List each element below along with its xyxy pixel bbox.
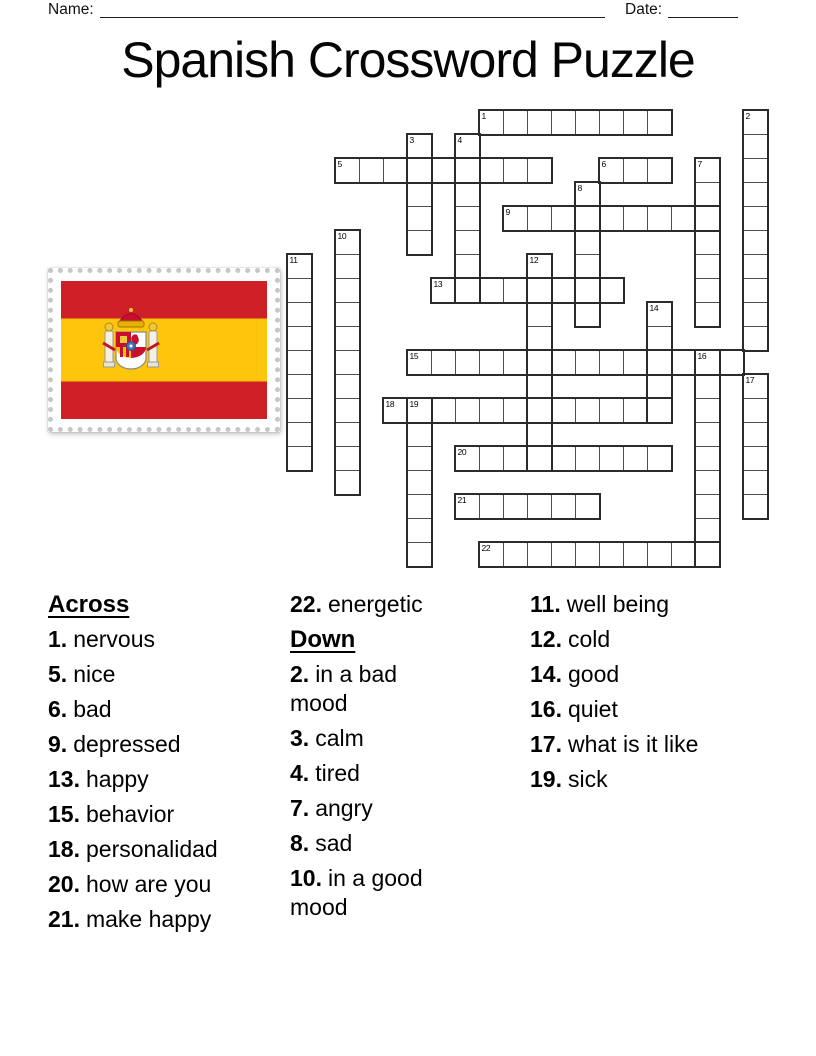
grid-cell[interactable] — [647, 206, 672, 231]
spain-flag — [61, 281, 267, 419]
grid-cell[interactable] — [479, 398, 504, 423]
grid-cell[interactable] — [527, 326, 552, 351]
grid-cell[interactable] — [407, 470, 432, 495]
grid-cell[interactable] — [551, 398, 576, 423]
grid-cell[interactable] — [671, 350, 696, 375]
date-input-line[interactable] — [668, 0, 738, 18]
clue-number: 17. — [530, 731, 562, 757]
grid-cell[interactable] — [743, 494, 768, 519]
grid-cell[interactable] — [671, 542, 696, 567]
clue-text: cold — [567, 626, 611, 652]
clue-number: 18. — [48, 836, 80, 862]
clue-item — [48, 870, 276, 899]
grid-cell[interactable] — [479, 350, 504, 375]
grid-cell[interactable] — [647, 350, 672, 375]
grid-number: 1 — [481, 111, 486, 121]
clue-item — [48, 625, 276, 654]
grid-cell[interactable] — [407, 206, 432, 231]
clue-text: well being — [566, 591, 670, 617]
grid-cell[interactable] — [695, 206, 720, 231]
grid-cell[interactable] — [599, 398, 624, 423]
grid-number: 15 — [409, 351, 419, 361]
grid-cell[interactable] — [455, 398, 480, 423]
grid-cell[interactable] — [287, 350, 312, 375]
grid-cell[interactable] — [407, 182, 432, 207]
grid-cell[interactable] — [287, 302, 312, 327]
grid-cell[interactable] — [695, 470, 720, 495]
clue-text: in a good mood — [290, 865, 423, 920]
grid-cell[interactable] — [743, 278, 768, 303]
grid-cell[interactable] — [743, 206, 768, 231]
clue-number: 13. — [48, 766, 80, 792]
grid-cell[interactable] — [743, 158, 768, 183]
clue-number: 3. — [290, 725, 310, 751]
clue-item — [290, 794, 460, 823]
clue-number: 9. — [48, 731, 68, 757]
grid-cell[interactable] — [623, 542, 648, 567]
grid-cell[interactable] — [503, 398, 528, 423]
clue-text: nice — [73, 661, 116, 687]
grid-cell[interactable] — [287, 278, 312, 303]
grid-cell[interactable] — [407, 422, 432, 447]
clue-text: good — [567, 661, 620, 687]
grid-number: 8 — [577, 183, 582, 193]
grid-cell[interactable] — [551, 446, 576, 471]
grid-cell[interactable] — [575, 446, 600, 471]
grid-cell[interactable] — [503, 350, 528, 375]
grid-cell[interactable] — [575, 254, 600, 279]
name-input-line[interactable] — [100, 0, 605, 18]
grid-cell[interactable] — [527, 158, 552, 183]
clue-number: 19. — [530, 766, 562, 792]
grid-cell[interactable] — [575, 302, 600, 327]
grid-cell[interactable] — [527, 302, 552, 327]
grid-cell[interactable] — [695, 398, 720, 423]
clue-text: bad — [73, 696, 112, 722]
clue-item — [290, 724, 460, 753]
grid-cell[interactable] — [335, 374, 360, 399]
clue-text: personalidad — [85, 836, 218, 862]
clue-item — [530, 660, 718, 689]
clues-column-2 — [290, 590, 460, 928]
grid-cell[interactable] — [695, 230, 720, 255]
grid-cell[interactable] — [623, 350, 648, 375]
grid-cell[interactable] — [503, 278, 528, 303]
clue-number: 16. — [530, 696, 562, 722]
grid-cell[interactable] — [647, 542, 672, 567]
grid-number: 22 — [481, 543, 491, 553]
grid-number: 2 — [745, 111, 750, 121]
grid-cell[interactable] — [431, 350, 456, 375]
grid-cell[interactable] — [695, 422, 720, 447]
grid-number: 10 — [337, 231, 347, 241]
grid-cell[interactable] — [527, 206, 552, 231]
clue-item — [290, 590, 460, 619]
grid-cell[interactable] — [551, 350, 576, 375]
clue-item — [290, 864, 460, 922]
grid-cell[interactable] — [551, 110, 576, 135]
grid-cell[interactable] — [551, 494, 576, 519]
grid-cell[interactable] — [479, 494, 504, 519]
grid-number: 16 — [697, 351, 707, 361]
clues-heading-across: Across — [48, 591, 130, 618]
grid-cell[interactable] — [743, 422, 768, 447]
grid-cell[interactable] — [647, 326, 672, 351]
grid-cell[interactable] — [503, 542, 528, 567]
grid-cell[interactable] — [599, 542, 624, 567]
grid-cell[interactable] — [407, 542, 432, 567]
grid-cell[interactable] — [599, 206, 624, 231]
grid-cell[interactable] — [287, 422, 312, 447]
grid-cell[interactable] — [743, 470, 768, 495]
grid-cell[interactable] — [503, 110, 528, 135]
clue-number: 21. — [48, 906, 80, 932]
clue-item — [48, 835, 276, 864]
spain-flag-stamp — [48, 268, 280, 432]
grid-cell[interactable] — [407, 230, 432, 255]
grid-number: 12 — [529, 255, 539, 265]
clue-number: 7. — [290, 795, 310, 821]
grid-cell[interactable] — [695, 374, 720, 399]
date-label: Date: — [625, 1, 663, 18]
clue-text: make happy — [85, 906, 212, 932]
clue-number: 22. — [290, 591, 322, 617]
grid-cell[interactable] — [527, 374, 552, 399]
grid-number: 19 — [409, 399, 419, 409]
clue-text: sad — [315, 830, 353, 856]
grid-cell[interactable] — [407, 158, 432, 183]
grid-number: 4 — [457, 135, 462, 145]
clue-item — [530, 625, 718, 654]
name-label: Name: — [48, 1, 94, 18]
grid-cell[interactable] — [647, 110, 672, 135]
clue-item — [48, 800, 276, 829]
clue-number: 20. — [48, 871, 80, 897]
grid-number: 20 — [457, 447, 467, 457]
grid-cell[interactable] — [671, 206, 696, 231]
grid-cell[interactable] — [455, 182, 480, 207]
grid-cell[interactable] — [335, 278, 360, 303]
grid-cell[interactable] — [647, 398, 672, 423]
clues-column-1 — [48, 590, 276, 940]
clue-number: 8. — [290, 830, 310, 856]
clue-item — [48, 660, 276, 689]
grid-cell[interactable] — [575, 110, 600, 135]
clue-text: depressed — [73, 731, 181, 757]
grid-cell[interactable] — [599, 350, 624, 375]
clue-number: 11. — [530, 591, 561, 617]
grid-number: 6 — [601, 159, 606, 169]
grid-number: 18 — [385, 399, 395, 409]
grid-cell[interactable] — [647, 374, 672, 399]
clues-heading-down: Down — [290, 626, 356, 653]
clue-item — [48, 765, 276, 794]
grid-cell[interactable] — [287, 398, 312, 423]
grid-cell[interactable] — [503, 158, 528, 183]
grid-cell[interactable] — [623, 158, 648, 183]
grid-cell[interactable] — [647, 446, 672, 471]
clue-item — [48, 730, 276, 759]
grid-cell[interactable] — [455, 158, 480, 183]
grid-cell[interactable] — [695, 542, 720, 567]
grid-number: 11 — [289, 255, 298, 265]
grid-cell[interactable] — [623, 110, 648, 135]
grid-cell[interactable] — [335, 326, 360, 351]
grid-cell[interactable] — [335, 446, 360, 471]
clue-text: nervous — [73, 626, 156, 652]
clue-item — [530, 765, 718, 794]
grid-cell[interactable] — [455, 230, 480, 255]
clue-item — [48, 695, 276, 724]
grid-cell[interactable] — [599, 110, 624, 135]
grid-cell[interactable] — [575, 230, 600, 255]
clue-number: 12. — [530, 626, 562, 652]
grid-cell[interactable] — [743, 446, 768, 471]
grid-cell[interactable] — [743, 230, 768, 255]
clue-number: 4. — [290, 760, 310, 786]
grid-number: 5 — [337, 159, 342, 169]
grid-cell[interactable] — [527, 446, 552, 471]
clue-number: 6. — [48, 696, 68, 722]
clue-item — [530, 590, 718, 619]
grid-cell[interactable] — [695, 518, 720, 543]
clue-item — [290, 660, 460, 718]
grid-cell[interactable] — [527, 278, 552, 303]
grid-number: 9 — [505, 207, 510, 217]
grid-cell[interactable] — [599, 446, 624, 471]
clue-text: sick — [567, 766, 608, 792]
grid-cell[interactable] — [695, 182, 720, 207]
grid-cell[interactable] — [407, 446, 432, 471]
grid-cell[interactable] — [695, 446, 720, 471]
grid-cell[interactable] — [695, 254, 720, 279]
grid-cell[interactable] — [743, 398, 768, 423]
grid-cell[interactable] — [335, 302, 360, 327]
clue-text: behavior — [85, 801, 175, 827]
grid-cell[interactable] — [695, 302, 720, 327]
grid-cell[interactable] — [575, 398, 600, 423]
grid-number: 3 — [409, 135, 414, 145]
clue-number: 10. — [290, 865, 322, 891]
grid-cell[interactable] — [287, 326, 312, 351]
grid-cell[interactable] — [647, 158, 672, 183]
grid-cell[interactable] — [455, 254, 480, 279]
grid-cell[interactable] — [335, 470, 360, 495]
grid-cell[interactable] — [743, 302, 768, 327]
clue-number: 2. — [290, 661, 310, 687]
clue-item — [530, 695, 718, 724]
clue-number: 5. — [48, 661, 68, 687]
grid-cell[interactable] — [551, 542, 576, 567]
grid-cell[interactable] — [743, 182, 768, 207]
grid-cell[interactable] — [407, 494, 432, 519]
clue-number: 1. — [48, 626, 68, 652]
grid-cell[interactable] — [431, 158, 456, 183]
grid-cell[interactable] — [527, 422, 552, 447]
clue-text: quiet — [567, 696, 618, 722]
grid-cell[interactable] — [359, 158, 384, 183]
grid-cell[interactable] — [455, 278, 480, 303]
clue-item — [530, 730, 718, 759]
grid-cell[interactable] — [527, 350, 552, 375]
clue-item — [48, 905, 276, 934]
page-title: Spanish Crossword Puzzle — [121, 32, 695, 88]
clue-text: angry — [315, 795, 373, 821]
grid-cell[interactable] — [575, 278, 600, 303]
spain-coat-of-arms-icon — [102, 307, 160, 393]
grid-cell[interactable] — [455, 350, 480, 375]
clue-text: happy — [85, 766, 149, 792]
grid-cell[interactable] — [551, 278, 576, 303]
grid-cell[interactable] — [623, 206, 648, 231]
clue-text: how are you — [85, 871, 212, 897]
clues-column-3 — [530, 590, 718, 800]
grid-cell[interactable] — [695, 278, 720, 303]
grid-cell[interactable] — [503, 494, 528, 519]
grid-cell[interactable] — [527, 110, 552, 135]
grid-cell[interactable] — [527, 398, 552, 423]
grid-cell[interactable] — [431, 398, 456, 423]
clue-text: energetic — [327, 591, 423, 617]
grid-cell[interactable] — [743, 134, 768, 159]
grid-cell[interactable] — [479, 278, 504, 303]
grid-cell[interactable] — [551, 206, 576, 231]
grid-cell[interactable] — [599, 278, 624, 303]
grid-cell[interactable] — [335, 422, 360, 447]
clue-text: calm — [315, 725, 364, 751]
grid-cell[interactable] — [335, 254, 360, 279]
grid-cell[interactable] — [287, 446, 312, 471]
clue-number: 15. — [48, 801, 80, 827]
clue-text: in a bad mood — [290, 661, 398, 716]
grid-cell[interactable] — [407, 518, 432, 543]
grid-number: 14 — [649, 303, 659, 313]
grid-cell[interactable] — [503, 446, 528, 471]
grid-cell[interactable] — [623, 446, 648, 471]
clue-item — [290, 759, 460, 788]
grid-cell[interactable] — [335, 350, 360, 375]
grid-cell[interactable] — [287, 374, 312, 399]
grid-cell[interactable] — [623, 398, 648, 423]
grid-number: 13 — [433, 279, 443, 289]
clue-item — [290, 829, 460, 858]
grid-number: 21 — [457, 495, 467, 505]
grid-cell[interactable] — [335, 398, 360, 423]
grid-cell[interactable] — [743, 326, 768, 351]
grid-cell[interactable] — [719, 350, 744, 375]
clue-number: 14. — [530, 661, 562, 687]
grid-cell[interactable] — [527, 542, 552, 567]
grid-cell[interactable] — [527, 494, 552, 519]
grid-cell[interactable] — [575, 542, 600, 567]
grid-cell[interactable] — [695, 494, 720, 519]
grid-number: 17 — [745, 375, 755, 385]
grid-number: 7 — [697, 159, 702, 169]
clue-text: what is it like — [567, 731, 699, 757]
crossword-grid — [287, 110, 769, 568]
clue-text: tired — [315, 760, 360, 786]
grid-cell[interactable] — [575, 206, 600, 231]
grid-cell[interactable] — [479, 446, 504, 471]
grid-cell[interactable] — [455, 206, 480, 231]
grid-cell[interactable] — [383, 158, 408, 183]
grid-cell[interactable] — [575, 350, 600, 375]
grid-cell[interactable] — [479, 158, 504, 183]
grid-cell[interactable] — [743, 254, 768, 279]
grid-cell[interactable] — [575, 494, 600, 519]
